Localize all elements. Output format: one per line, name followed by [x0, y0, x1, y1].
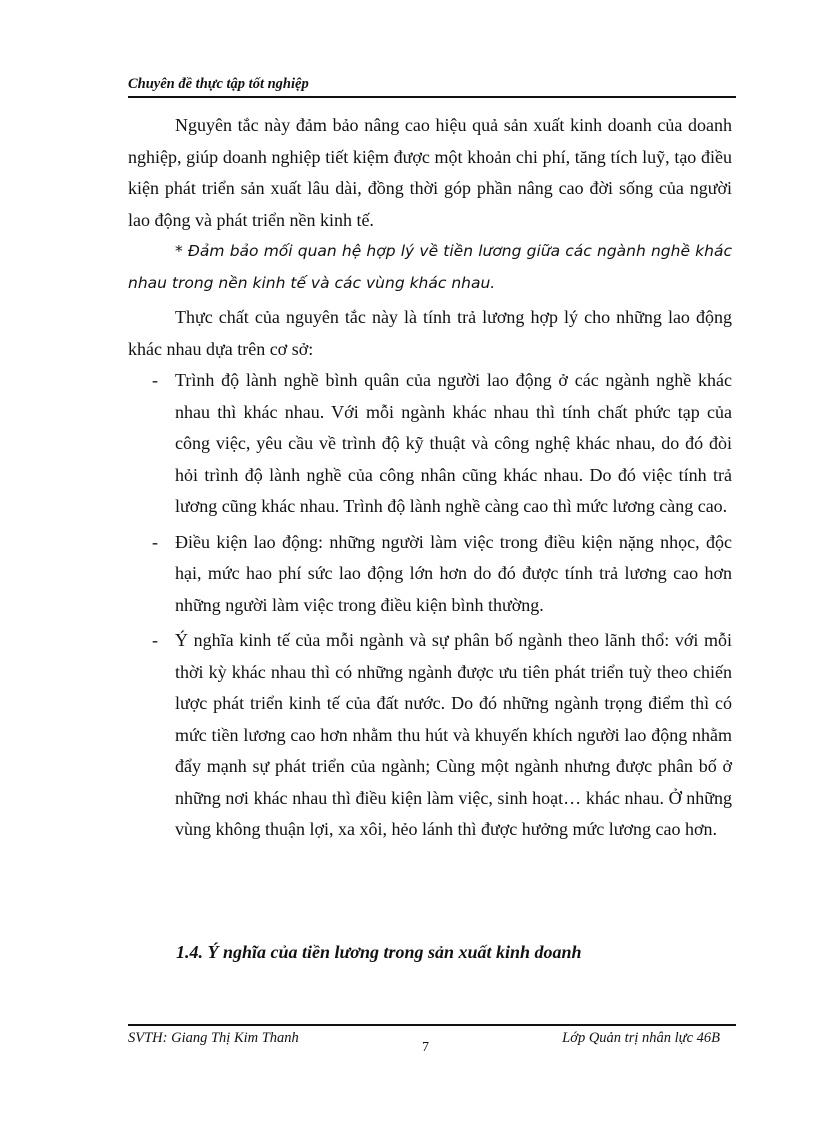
- list-item: [128, 365, 732, 523]
- section-heading: 1.4. Ý nghĩa của tiền lương trong sản xuất kinh doanh: [176, 942, 582, 962]
- header-divider: [128, 96, 736, 98]
- footer-class-name: Lớp Quản trị nhân lực 46B: [562, 1030, 720, 1046]
- list-item: [128, 527, 732, 622]
- bullet-dash: -: [152, 630, 158, 650]
- page-number: 7: [422, 1040, 429, 1055]
- list-item-text: Điều kiện lao động: những người làm việc trong điều kiện nặng nhọc, độc hại, mức hao phí sức lao động lớn hơn do đó được tính trả lương cao hơn những người làm việc trong điều kiện bình thường.: [175, 531, 732, 615]
- list-item-text: Ý nghĩa kinh tế của mỗi ngành và sự phân bố ngành theo lãnh thổ: với mỗi thời kỳ khác nhau thì có những ngành được ưu tiên phát triển tuỳ theo chiến lược phát triển kinh tế của đất nước. Do đó những ngành trọng điểm thì có mức tiền lương cao hơn nhằm thu hút và khuyến khích người lao động nhằm đẩy mạnh sự phát triển của ngành; Cùng một ngành nhưng được phân bố ở những nơi khác nhau thì điều kiện làm việc, sinh hoạt… khác nhau. Ở những vùng không thuận lợi, xa xôi, hẻo lánh thì được hưởng mức lương cao hơn.: [175, 630, 732, 839]
- list-item: [128, 625, 732, 846]
- bullet-list: [128, 365, 732, 846]
- bullet-dash: -: [152, 531, 158, 552]
- document-body: [128, 110, 732, 850]
- paragraph-3: Thực chất của nguyên tắc này là tính trả lương hợp lý cho những lao động khác nhau dựa trên cơ sở:: [128, 307, 732, 359]
- paragraph-italic-principle: * Đảm bảo mối quan hệ hợp lý về tiền lương giữa các ngành nghề khác nhau trong nền kinh tế và các vùng khác nhau.: [128, 242, 732, 292]
- footer-student-name: SVTH: Giang Thị Kim Thanh: [128, 1030, 299, 1046]
- header-title: Chuyên đề thực tập tốt nghiệp: [128, 76, 309, 92]
- footer-divider: [128, 1024, 736, 1026]
- bullet-dash: -: [152, 370, 158, 390]
- paragraph-1: Nguyên tắc này đảm bảo nâng cao hiệu quả sản xuất kinh doanh của doanh nghiệp, giúp doanh nghiệp tiết kiệm được một khoản chi phí, tăng tích luỹ, tạo điều kiện phát triển sản xuất lâu dài, đồng thời góp phần nâng cao đời sống của người lao động và phát triển nền kinh tế.: [128, 115, 732, 230]
- list-item-text: Trình độ lành nghề bình quân của người lao động ở các ngành nghề khác nhau thì khác nhau. Với mỗi ngành khác nhau thì tính chất phức tạp của công việc, yêu cầu về trình độ kỹ thuật và công nghệ khác nhau, do đó đòi hỏi trình độ lành nghề của công nhân cũng khác nhau. Do đó việc tính trả lương cũng khác nhau. Trình độ lành nghề càng cao thì mức lương càng cao.: [175, 370, 732, 516]
